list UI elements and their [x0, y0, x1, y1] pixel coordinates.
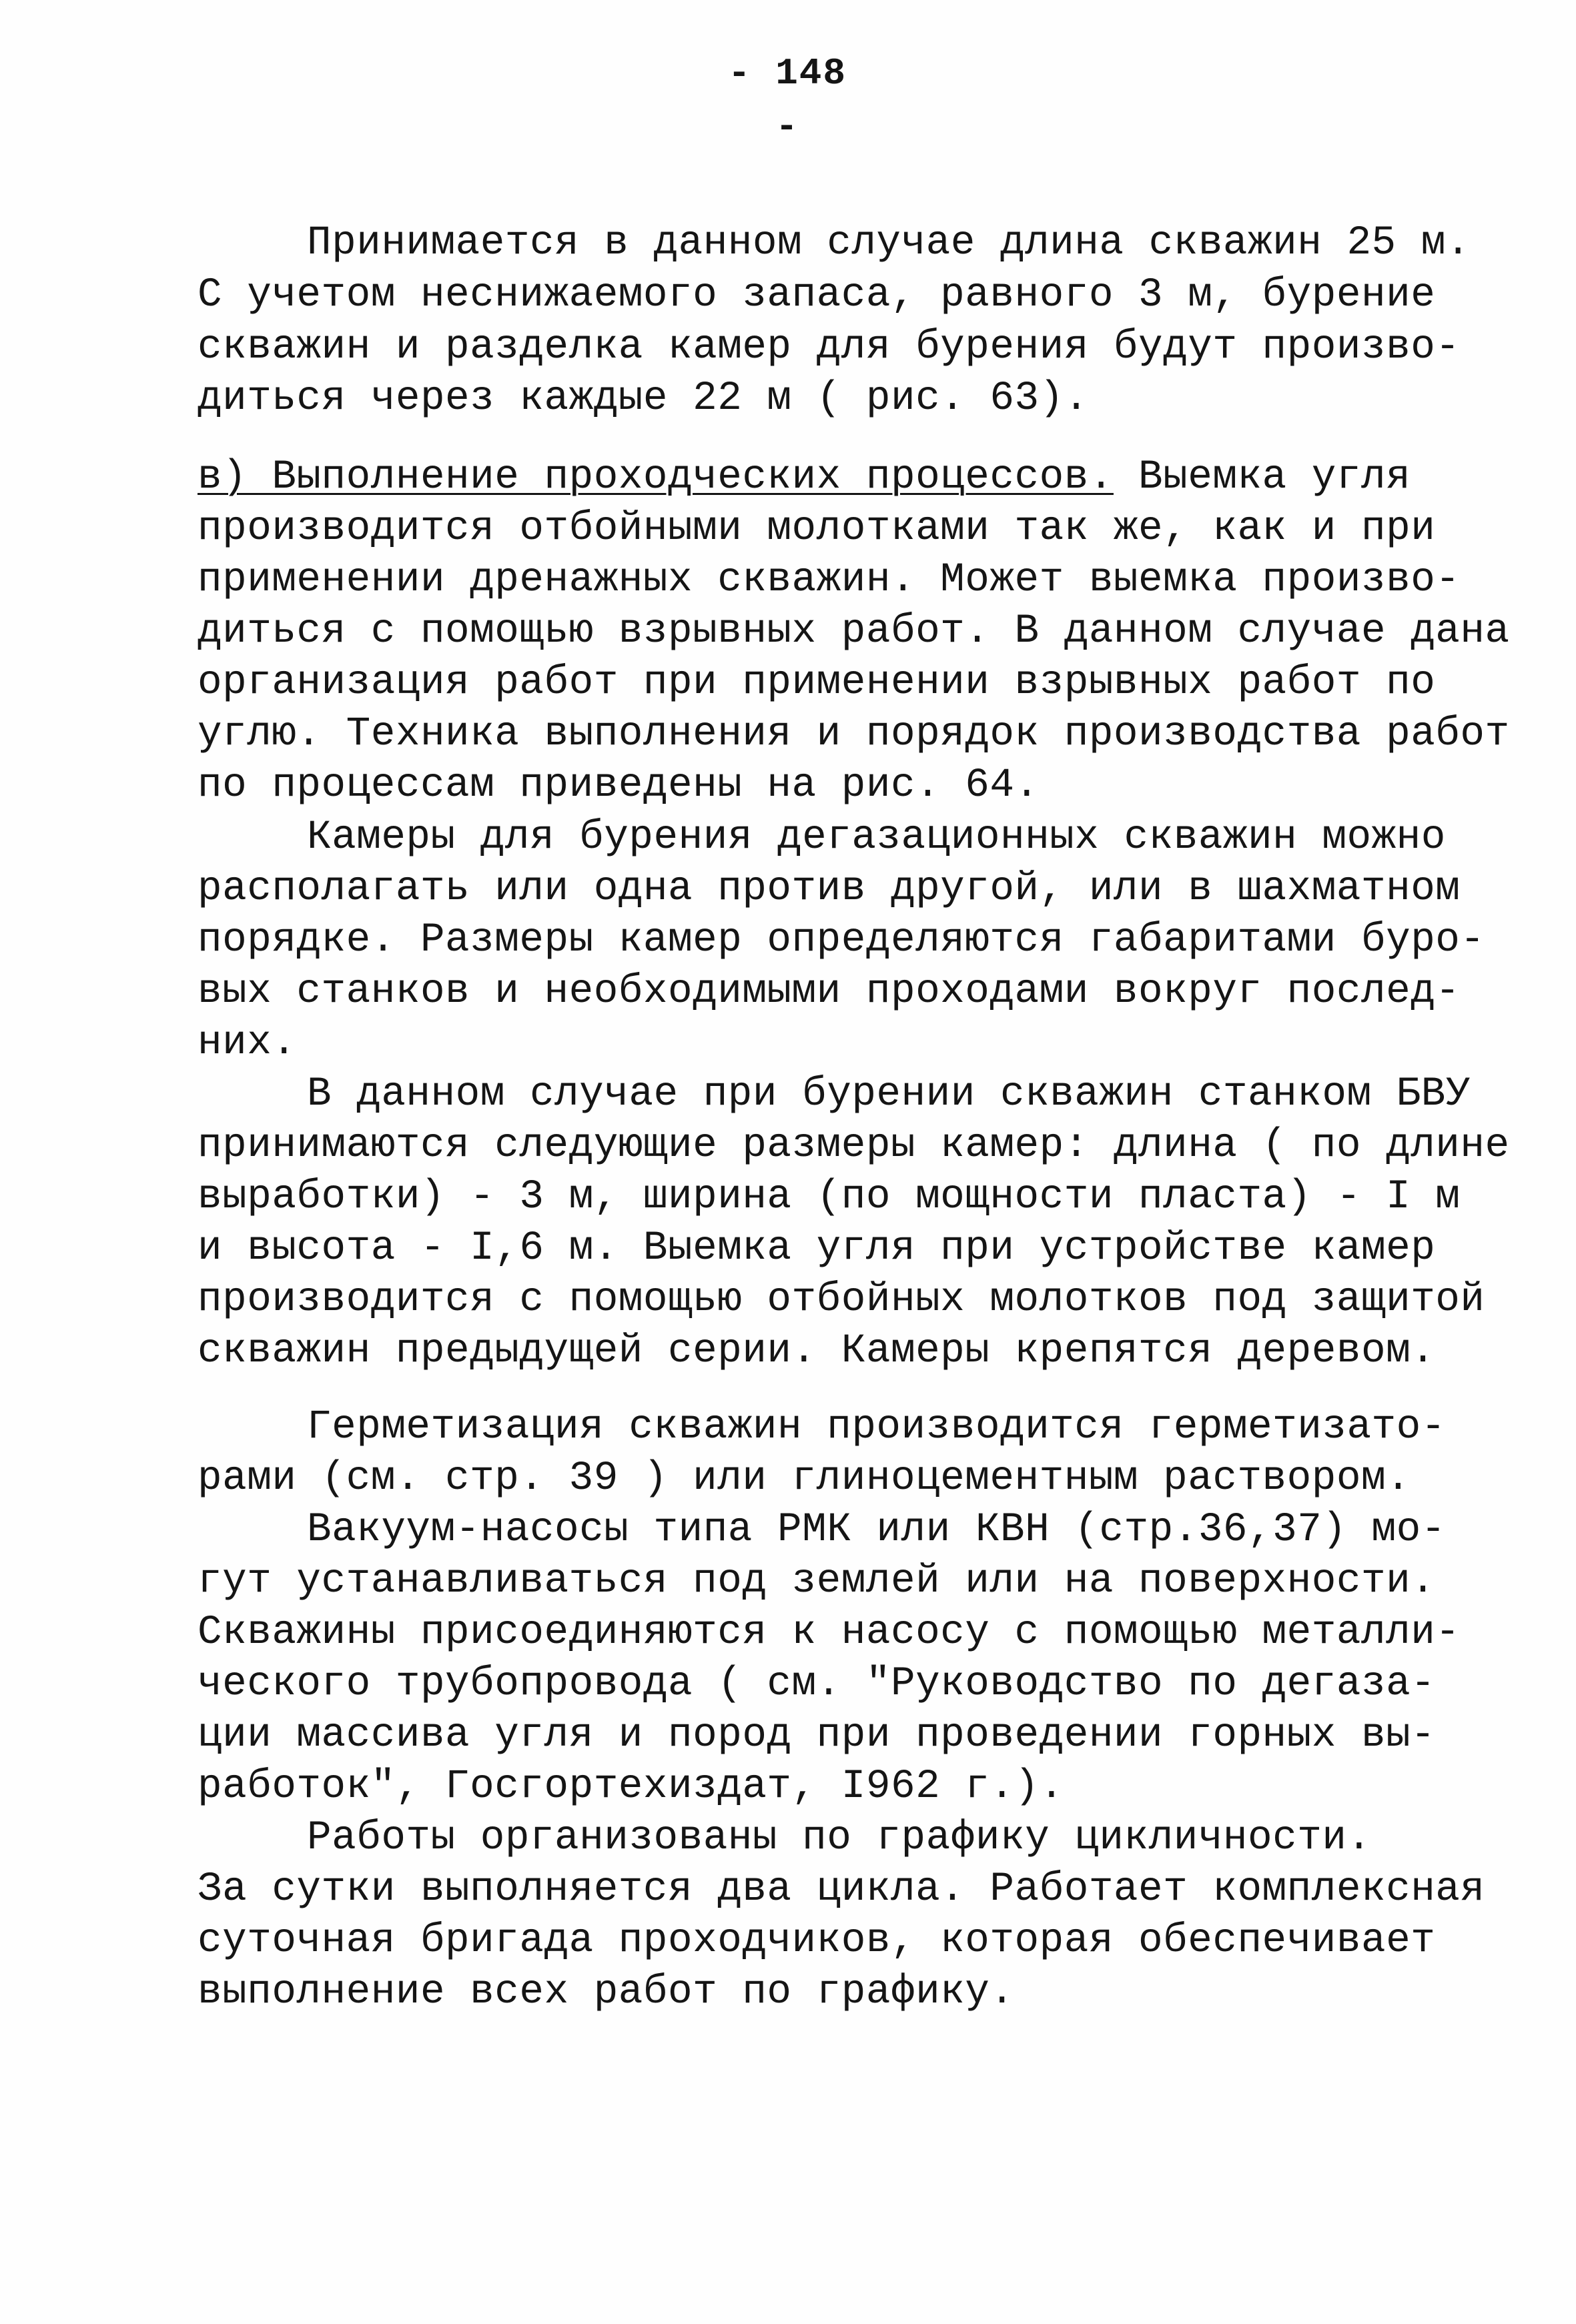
section-heading-line [198, 451, 1411, 504]
text-line: Работы организованы по графику цикличности. [307, 1815, 1372, 1861]
text-line: В данном случае при бурении скважин станком БВУ [307, 1071, 1471, 1117]
text-line: углю. Техника выполнения и порядок производства работ [198, 711, 1510, 757]
text-line: организация работ при применении взрывных работ по [198, 660, 1436, 706]
text-line: работок", Госгортехиздат, I962 г.). [198, 1764, 1064, 1810]
text-line: Камеры для бурения дегазационных скважин можно [307, 814, 1446, 860]
page-number: - 148 - [727, 52, 847, 148]
text-line: диться через каждые 22 м ( рис. 63). [198, 376, 1089, 422]
text-line: располагать или одна против другой, или в шахматном [198, 866, 1461, 912]
text-line: применении дренажных скважин. Может выемка произво- [198, 557, 1461, 603]
text-line: вых станков и необходимыми проходами вокруг послед- [198, 969, 1461, 1015]
text-line: Герметизация скважин производится герметизато- [307, 1404, 1446, 1450]
text-line: С учетом неснижаемого запаса, равного 3 м, бурение [198, 272, 1436, 318]
text-line: производится отбойными молотками так же, как и при [198, 506, 1436, 552]
text-line: Скважины присоединяются к насосу с помощью металли- [198, 1610, 1461, 1656]
text-line: За сутки выполняется два цикла. Работает комплексная [198, 1866, 1485, 1912]
text-line: порядке. Размеры камер определяются габаритами буро- [198, 917, 1485, 963]
text-line: диться с помощью взрывных работ. В данном случае дана [198, 608, 1510, 654]
heading-continuation: Выемка угля [1113, 454, 1411, 500]
text-line: и высота - I,6 м. Выемка угля при устройстве камер [198, 1225, 1436, 1271]
text-line: Вакуум-насосы типа РМК или КВН (стр.36,37) мо- [307, 1507, 1446, 1553]
text-line: по процессам приведены на рис. 64. [198, 762, 1040, 808]
text-line: скважин и разделка камер для бурения будут произво- [198, 324, 1461, 370]
text-line: принимаются следующие размеры камер: длина ( по длине [198, 1123, 1510, 1169]
text-line: суточная бригада проходчиков, которая обеспечивает [198, 1918, 1436, 1964]
text-line: рами (см. стр. 39 ) или глиноцементным раствором. [198, 1456, 1411, 1502]
text-line: ческого трубопровода ( см. "Руководство по дегаза- [198, 1661, 1436, 1707]
text-line: ции массива угля и пород при проведении горных вы- [198, 1712, 1436, 1758]
text-line: выполнение всех работ по графику. [198, 1969, 1015, 2015]
text-line: выработки) - 3 м, ширина (по мощности пласта) - I м [198, 1174, 1461, 1220]
text-line: гут устанавливаться под землей или на поверхности. [198, 1558, 1436, 1604]
text-line: скважин предыдущей серии. Камеры крепятся деревом. [198, 1328, 1436, 1374]
text-line: них. [198, 1020, 297, 1066]
text-line: производится с помощью отбойных молотков под защитой [198, 1277, 1485, 1323]
text-line: Принимается в данном случае длина скважин 25 м. [307, 220, 1471, 266]
section-heading: в) Выполнение проходческих процессов. [198, 454, 1114, 500]
